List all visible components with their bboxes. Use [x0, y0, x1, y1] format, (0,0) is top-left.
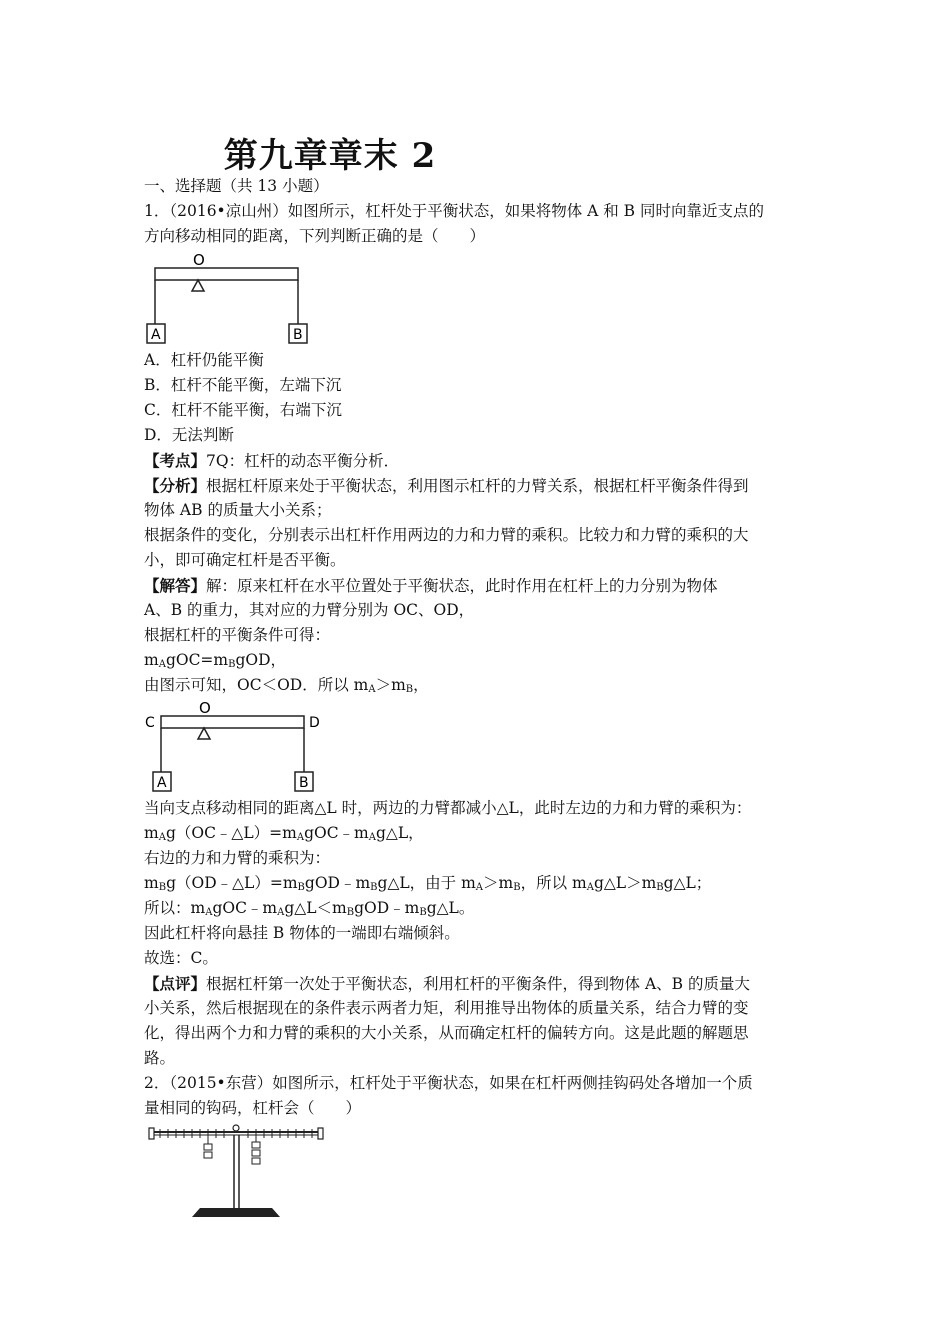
fenxi-line-2: 物体 AB 的质量大小关系； — [144, 501, 332, 519]
q2-stem-line-1: 2．（2015•东营）如图所示，杠杆处于平衡状态，如果在杠杆两侧挂钩码处各增加一个质 — [144, 1074, 753, 1092]
jieda-line-2: A、B 的重力，其对应的力臂分别为 OC、OD， — [144, 601, 475, 619]
dianping-line-3: 化，得出两个力和力臂的乘积的大小关系，从而确定杠杆的偏转方向。这是此题的解题思 — [144, 1024, 749, 1042]
fenxi-line-3: 根据条件的变化，分别表示出杠杆作用两边的力和力臂的乘积。比较力和力臂的乘积的大 — [144, 526, 749, 544]
equation-3: $m_Ag(OC﹣\triangle L)=m_AgOC﹣m_Ag\triangle L$， — [144, 824, 424, 843]
label-b: B — [299, 775, 309, 791]
label-b: B — [293, 327, 303, 343]
equation-2: 由图示可知，OC＜OD．所以 $m_A>m_B$， — [144, 676, 429, 695]
jieda-line-5: 右边的力和力臂的乘积为： — [144, 849, 331, 867]
right-weight-2 — [252, 1150, 260, 1156]
dianping-line-1: 根据杠杆第一次处于平衡状态，利用杠杆的平衡条件，得到物体 A、B 的质量大 — [206, 975, 750, 993]
dianping-line-2: 小关系，然后根据现在的条件表示两者力矩，利用推导出物体的质量关系，结合力臂的变 — [144, 999, 749, 1017]
left-weight-1 — [204, 1144, 212, 1150]
equation-5: 所以：$m_AgOC﹣m_Ag\triangle L<m_BgOD﹣m_Bg\triangle L$。 — [144, 899, 475, 918]
label-c: C — [145, 715, 155, 731]
fenxi-line-1: 根据杠杆原来处于平衡状态，利用图示杠杆的力臂关系，根据杠杆平衡条件得到 — [206, 477, 749, 495]
kaodian-tag: 【考点】 — [144, 451, 207, 470]
lever-bar — [161, 716, 304, 728]
label-a: A — [157, 775, 167, 791]
label-o: O — [199, 700, 211, 717]
q1-option-c: C．杠杆不能平衡，右端下沉 — [144, 401, 342, 419]
fulcrum-icon — [198, 728, 210, 739]
right-weight-1 — [252, 1142, 260, 1148]
jieda-line-6: 因此杠杆将向悬挂 B 物体的一端即右端倾斜。 — [144, 924, 460, 942]
section-heading: 一、选择题（共 13 小题） — [144, 177, 329, 195]
q1-option-b: B．杠杆不能平衡，左端下沉 — [144, 376, 342, 394]
dianping-line-4: 路。 — [144, 1049, 176, 1067]
jieda-tag: 【解答】 — [144, 576, 207, 595]
q1-fenxi — [144, 473, 804, 499]
left-weight-2 — [204, 1152, 212, 1158]
dianping-tag: 【点评】 — [144, 974, 207, 993]
equation-4: $m_Bg(OD﹣\triangle L)=m_BgOD﹣m_Bg\triangle L$，由于 $m_A>m_B$，所以 $m_Ag\triangle L>m_Bg\triangle L$； — [144, 874, 712, 893]
equation-1: $m_AgOC=m_BgOD$， — [144, 651, 287, 670]
q2-stem-line-2: 量相同的钩码，杠杆会（ ） — [144, 1099, 362, 1117]
q1-stem-line-1: 1．（2016•凉山州）如图所示，杠杆处于平衡状态，如果将物体 A 和 B 同时向靠近支点的 — [144, 202, 764, 220]
jieda-line-4: 当向支点移动相同的距离△L 时，两边的力臂都减小△L，此时左边的力和力臂的乘积为： — [144, 799, 752, 817]
fenxi-tag: 【分析】 — [144, 476, 207, 495]
label-a: A — [151, 327, 161, 343]
right-weight-3 — [252, 1158, 260, 1164]
label-o: O — [193, 252, 205, 269]
right-nut — [318, 1128, 323, 1139]
q1-jieda — [144, 573, 804, 599]
jieda-line-7: 故选：C。 — [144, 949, 218, 967]
q1-dianping — [144, 971, 804, 997]
q1-option-a: A．杠杆仍能平衡 — [144, 351, 264, 369]
left-nut — [149, 1128, 154, 1139]
q1-stem-line-2: 方向移动相同的距离，下列判断正确的是（ ） — [144, 227, 486, 245]
q2-lever-stand-figure — [144, 1120, 334, 1222]
q1-lever-figure — [144, 252, 314, 346]
stand-base — [192, 1208, 280, 1217]
label-d: D — [309, 715, 320, 731]
q1-option-d: D．无法判断 — [144, 426, 234, 444]
fenxi-line-4: 小，即可确定杠杆是否平衡。 — [144, 551, 346, 569]
fulcrum-icon — [192, 280, 204, 291]
q1-lever-figure-cd — [144, 700, 334, 794]
pivot-icon — [233, 1125, 239, 1131]
page-title: 第九章章末 2 — [223, 136, 437, 176]
lever-bar — [155, 268, 298, 280]
jieda-line-1: 解：原来杠杆在水平位置处于平衡状态，此时作用在杠杆上的力分别为物体 — [206, 577, 718, 595]
jieda-line-3: 根据杠杆的平衡条件可得： — [144, 626, 331, 644]
q1-kaodian — [144, 448, 804, 474]
kaodian-text: 7Q：杠杆的动态平衡分析． — [206, 452, 400, 470]
